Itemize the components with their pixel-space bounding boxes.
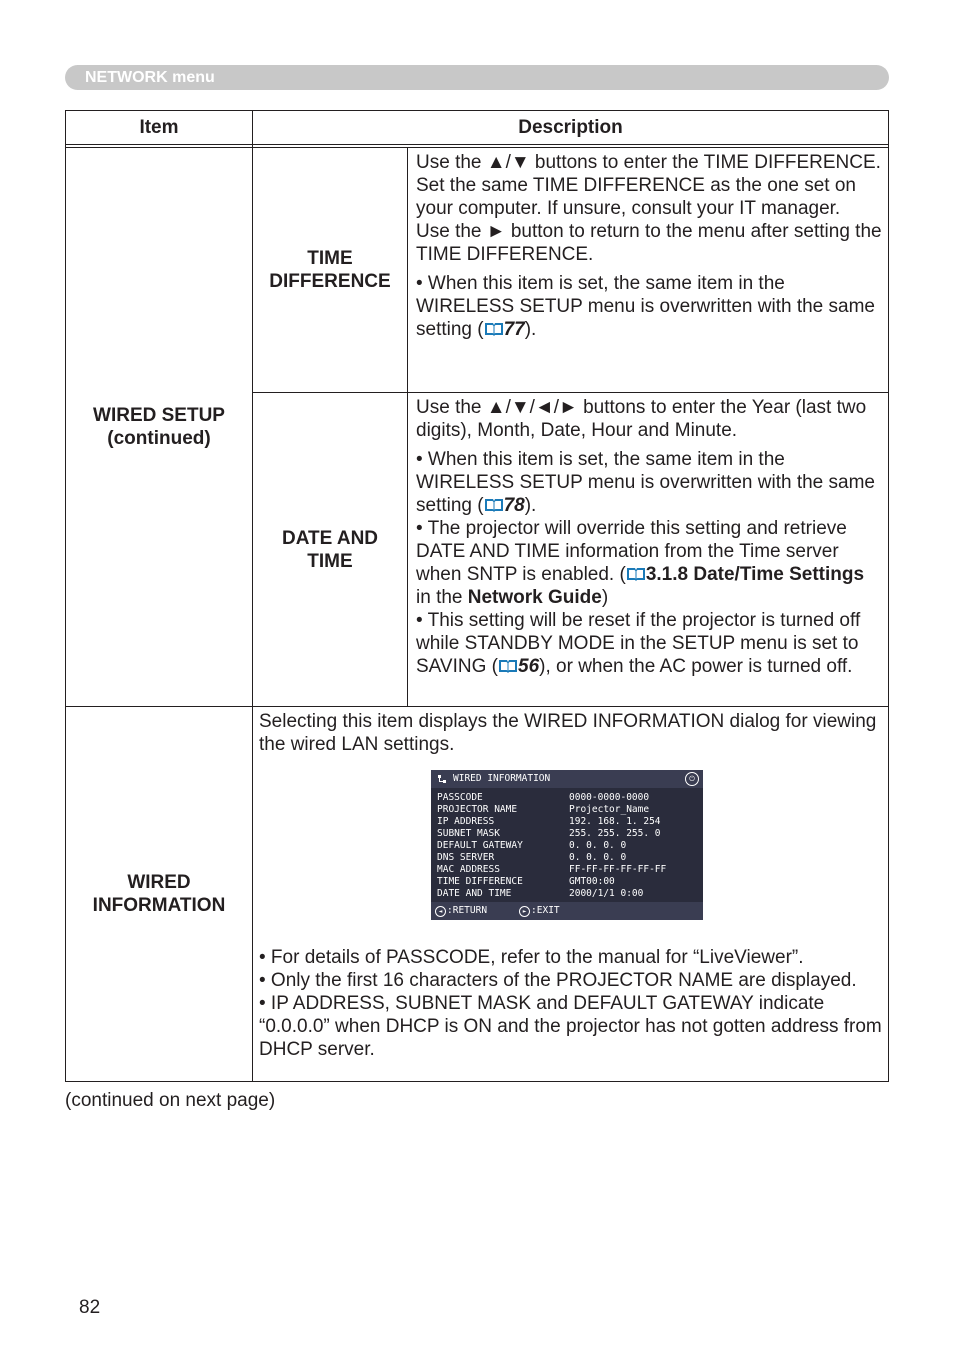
- page-reference[interactable]: 77: [503, 319, 525, 340]
- dialog-row-value: Projector_Name: [569, 804, 650, 815]
- dialog-row-value: GMT00:00: [569, 876, 615, 887]
- dialog-row-value: 255. 255. 255. 0: [569, 828, 661, 839]
- exit-icon[interactable]: ►: [519, 906, 530, 917]
- dialog-row: [437, 816, 697, 828]
- network-icon: [437, 774, 447, 784]
- dialog-row: [437, 840, 697, 852]
- dialog-row-key: MAC ADDRESS: [437, 864, 500, 875]
- dialog-row: [437, 852, 697, 864]
- section-header-bar: [65, 65, 889, 90]
- subitem-date-and-time: DATE AND TIME: [253, 393, 408, 707]
- item-wired-information: WIRED INFORMATION: [66, 707, 253, 1082]
- desc-date-and-time: Use the ▲/▼/◄/► buttons to enter the Year (last two digits), Month, Date, Hour and Minute. • When this item is set, the same item in the WIRELESS SETUP menu is overwritten with the same setting ( 78). • The projector will override this setting and retrieve DATE AND TIME information from the Time server when SNTP is enabled. ( 3.1.8 Date/Time Settings in the Network Guide) • This setting will be reset if the projector is turned off while STANDBY MODE in the SETUP menu is set to SAVING ( 56), or when the AC power is turned off.: [408, 393, 889, 707]
- dialog-row-value: 0. 0. 0. 0: [569, 852, 627, 863]
- book-reference-icon: [484, 321, 504, 337]
- exit-label: :EXIT: [531, 905, 560, 916]
- continued-note: (continued on next page): [65, 1090, 276, 1111]
- desc-time-difference: Use the ▲/▼ buttons to enter the TIME DIFFERENCE. Set the same TIME DIFFERENCE as the one set on your computer. If unsure, consult your IT manager. Use the ► button to return to the menu after setting the TIME DIFFERENCE. • When this item is set, the same item in the WIRELESS SETUP menu is overwritten with the same setting ( 77).: [408, 148, 889, 393]
- dialog-row-value: 0. 0. 0. 0: [569, 840, 627, 851]
- subitem-time-difference: TIME DIFFERENCE: [253, 148, 408, 393]
- dialog-row-value: 192. 168. 1. 254: [569, 816, 661, 827]
- network-guide-reference[interactable]: 3.1.8 Date/Time Settings: [645, 564, 865, 585]
- network-menu-table: [65, 110, 889, 1082]
- wired-information-dialog: [431, 770, 703, 920]
- dialog-row-key: DNS SERVER: [437, 852, 495, 863]
- column-header-description: Description: [253, 111, 889, 145]
- dialog-row: [437, 792, 697, 804]
- dialog-title: WIRED INFORMATION: [453, 773, 551, 784]
- return-label: :RETURN: [447, 905, 488, 916]
- row-wired-information: [66, 707, 889, 1082]
- dialog-row-key: IP ADDRESS: [437, 816, 495, 827]
- page-reference[interactable]: 56: [518, 656, 540, 677]
- book-reference-icon: [626, 566, 646, 582]
- dialog-row: [437, 876, 697, 888]
- dialog-row-key: SUBNET MASK: [437, 828, 500, 839]
- dialog-row-key: DATE AND TIME: [437, 888, 512, 899]
- return-icon[interactable]: ◄: [435, 906, 446, 917]
- section-title: NETWORK menu: [85, 69, 215, 86]
- dialog-row-key: PROJECTOR NAME: [437, 804, 518, 815]
- dialog-row-key: PASSCODE: [437, 792, 483, 803]
- book-reference-icon: [498, 658, 518, 674]
- desc-wired-information: Selecting this item displays the WIRED INFORMATION dialog for viewing the wired LAN settings. WIRED INFORMATION ⏻ PASSCODE 0000-0000-0000 PROJECTOR NAME Projector_Name IP ADDRESS 192. 168. 1. 254 SUBNET MASK 255. 255. 255. 0 DEFAULT GATEWAY 0. 0. 0. 0 DNS SERVER 0. 0. 0. 0 MAC ADDRESS FF-FF-FF-FF-FF-FF TIME DIFFERENCE GMT00:00 DATE AND TIME 2000/1/1 0:00 ◄ :RETURN ► :EXIT • For details of PASSCODE, refer to the manual for “LiveViewer”. • Only the first 16 characters of the PROJECTOR NAME are displayed. • IP ADDRESS, SUBNET MASK and DEFAULT GATEWAY indicate “0.0.0.0” when DHCP is ON and the projector has not gotten address from DHCP server.: [253, 707, 889, 1082]
- dialog-row-value: 0000-0000-0000: [569, 792, 650, 803]
- dialog-row: [437, 888, 697, 900]
- book-reference-icon: [484, 497, 504, 513]
- dialog-rows: [431, 788, 703, 904]
- dialog-row-key: DEFAULT GATEWAY: [437, 840, 523, 851]
- row-time-difference: [66, 148, 889, 393]
- dialog-row-value: 2000/1/1 0:00: [569, 888, 644, 899]
- close-icon[interactable]: ⏻: [685, 772, 699, 786]
- column-header-item: Item: [66, 111, 253, 145]
- dialog-row: [437, 828, 697, 840]
- page-number: 82: [79, 1297, 101, 1318]
- page-reference[interactable]: 78: [503, 495, 525, 516]
- item-wired-setup: WIRED SETUP (continued): [66, 148, 253, 707]
- dialog-row-value: FF-FF-FF-FF-FF-FF: [569, 864, 667, 875]
- dialog-row: [437, 804, 697, 816]
- dialog-row-key: TIME DIFFERENCE: [437, 876, 523, 887]
- dialog-row: [437, 864, 697, 876]
